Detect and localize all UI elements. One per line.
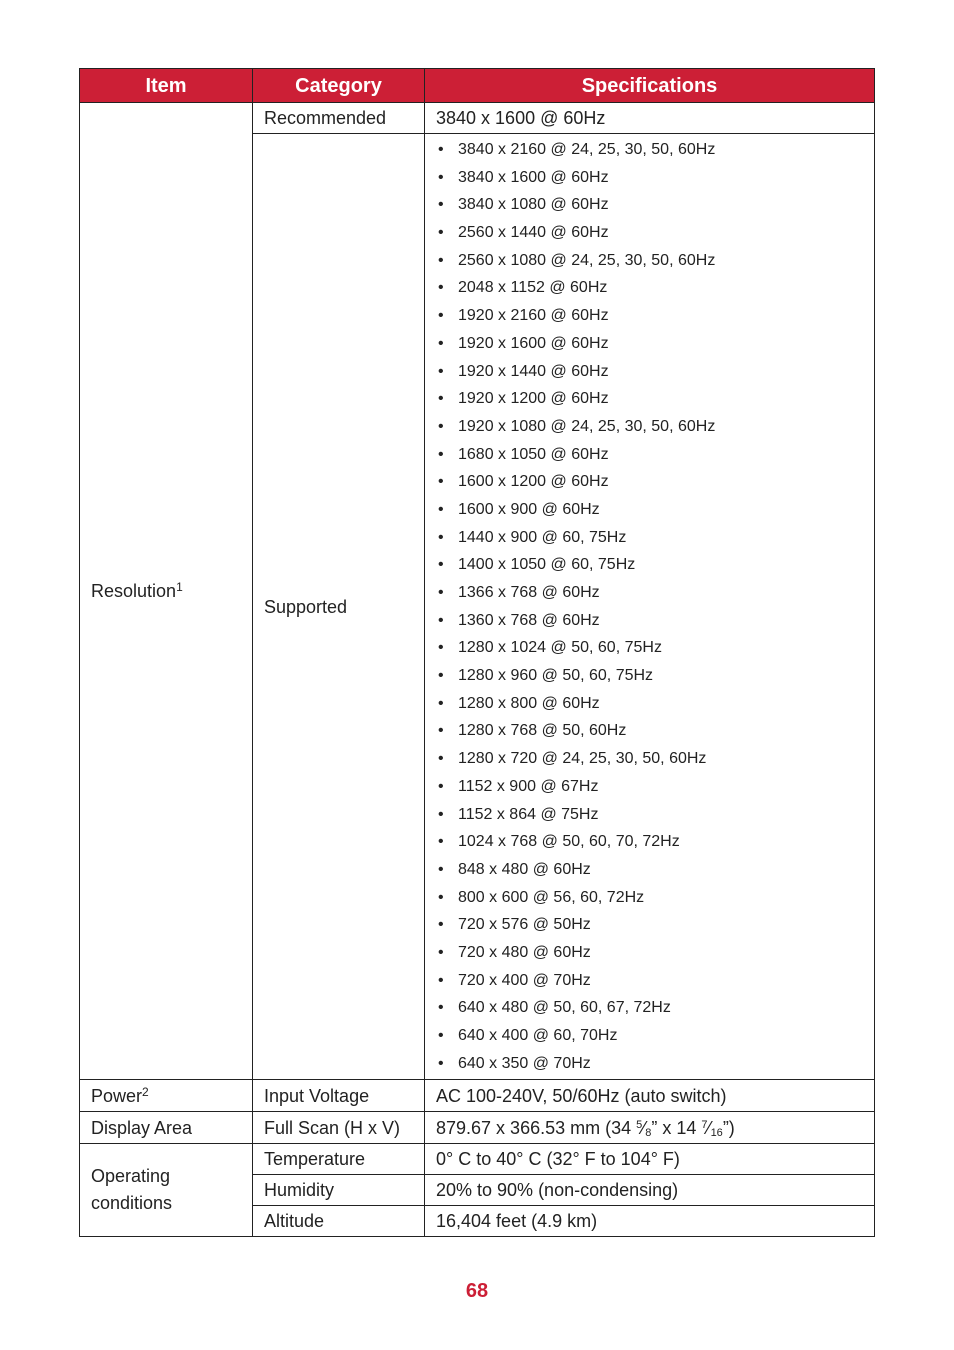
operating-conditions-item	[80, 1144, 253, 1237]
bullet-icon: •	[438, 1054, 444, 1072]
bullet-icon: •	[438, 334, 444, 352]
supported-resolution-item	[438, 939, 863, 967]
supported-resolution-item	[438, 801, 863, 829]
supported-resolution-item	[438, 441, 863, 469]
bullet-icon: •	[438, 750, 444, 768]
bullet-icon: •	[438, 860, 444, 878]
page-number: 68	[465, 1280, 489, 1302]
power-item-cell	[80, 1080, 253, 1112]
supported-resolution-text: 1152 x 864 @ 75Hz	[458, 805, 599, 823]
bullet-icon: •	[438, 722, 444, 740]
bullet-icon: •	[438, 307, 444, 325]
specifications-table	[79, 68, 875, 1237]
supported-resolution-text: 720 x 480 @ 60Hz	[458, 943, 591, 961]
supported-resolution-text: 1600 x 1200 @ 60Hz	[458, 473, 609, 491]
supported-resolution-item	[438, 773, 863, 801]
supported-resolution-item	[438, 191, 863, 219]
supported-resolution-item	[438, 468, 863, 496]
supported-resolution-text: 1024 x 768 @ 50, 60, 70, 72Hz	[458, 833, 680, 851]
display-area-value-suffix: ”)	[722, 1117, 735, 1138]
frac2-numerator: 7	[701, 1118, 708, 1131]
fraction-seven-sixteenths: $^7⁄_{16}$	[701, 1117, 723, 1139]
supported-resolution-item	[438, 1050, 863, 1078]
power-row	[80, 1080, 875, 1112]
resolution-recommended-row	[80, 103, 875, 134]
supported-resolution-item	[438, 164, 863, 192]
supported-resolution-item	[438, 496, 863, 524]
supported-resolution-item	[438, 662, 863, 690]
power-category: Input Voltage	[253, 1080, 425, 1112]
supported-resolution-item	[438, 551, 863, 579]
frac1-denominator: 8	[645, 1126, 652, 1139]
supported-list-cell	[425, 134, 875, 1080]
header-row	[80, 69, 875, 103]
supported-resolution-text: 1280 x 960 @ 50, 60, 75Hz	[458, 667, 654, 685]
bullet-icon: •	[438, 888, 444, 906]
supported-resolution-text: 1152 x 900 @ 67Hz	[458, 777, 599, 795]
supported-resolution-item	[438, 579, 863, 607]
bullet-icon: •	[438, 667, 444, 685]
header-item: Item	[80, 69, 253, 103]
bullet-icon: •	[438, 196, 444, 214]
supported-resolution-item	[438, 330, 863, 358]
temperature-row	[80, 1144, 875, 1175]
supported-resolution-item	[438, 884, 863, 912]
bullet-icon: •	[438, 279, 444, 297]
bullet-icon: •	[438, 473, 444, 491]
header-specifications: Specifications	[425, 69, 875, 103]
frac2-denominator: 16	[710, 1126, 723, 1139]
supported-resolution-text: 1400 x 1050 @ 60, 75Hz	[458, 556, 636, 574]
supported-resolution-item	[438, 994, 863, 1022]
supported-resolution-item	[438, 1022, 863, 1050]
supported-resolution-item	[438, 413, 863, 441]
power-item-label: Power	[91, 1085, 143, 1106]
supported-resolution-text: 1920 x 1200 @ 60Hz	[458, 390, 609, 408]
supported-resolution-item	[438, 634, 863, 662]
humidity-value: 20% to 90% (non-condensing)	[425, 1175, 875, 1206]
bullet-icon: •	[438, 445, 444, 463]
supported-resolution-text: 1920 x 1440 @ 60Hz	[458, 362, 609, 380]
supported-resolution-text: 2560 x 1440 @ 60Hz	[458, 224, 609, 242]
supported-resolution-text: 1360 x 768 @ 60Hz	[458, 611, 600, 629]
operating-item-line2: conditions	[91, 1193, 173, 1214]
resolution-footnote: 1	[176, 580, 183, 595]
bullet-icon: •	[438, 916, 444, 934]
supported-resolution-text: 1680 x 1050 @ 60Hz	[458, 445, 609, 463]
supported-resolution-item	[438, 911, 863, 939]
altitude-value: 16,404 feet (4.9 km)	[425, 1206, 875, 1237]
display-area-category: Full Scan (H x V)	[253, 1112, 425, 1144]
supported-label: Supported	[253, 134, 425, 1080]
supported-resolution-text: 2048 x 1152 @ 60Hz	[458, 279, 608, 297]
supported-resolution-item	[438, 358, 863, 386]
resolution-item-cell	[80, 103, 253, 1080]
supported-resolution-text: 1280 x 720 @ 24, 25, 30, 50, 60Hz	[458, 750, 707, 768]
supported-resolution-text: 1600 x 900 @ 60Hz	[458, 500, 600, 518]
supported-resolution-text: 1440 x 900 @ 60, 75Hz	[458, 528, 627, 546]
bullet-icon: •	[438, 639, 444, 657]
supported-resolution-text: 1920 x 1080 @ 24, 25, 30, 50, 60Hz	[458, 417, 716, 435]
supported-resolution-text: 640 x 400 @ 60, 70Hz	[458, 1027, 618, 1044]
bullet-icon: •	[438, 390, 444, 408]
display-area-value-prefix: 879.67 x 366.53 mm (34	[436, 1117, 637, 1138]
bullet-icon: •	[438, 417, 444, 435]
bullet-icon: •	[438, 168, 444, 186]
supported-resolution-item	[438, 385, 863, 413]
supported-resolution-item	[438, 690, 863, 718]
supported-resolution-text: 1920 x 1600 @ 60Hz	[458, 334, 609, 352]
supported-resolution-text: 1280 x 800 @ 60Hz	[458, 694, 600, 712]
supported-resolution-item	[438, 247, 863, 275]
power-value: AC 100-240V, 50/60Hz (auto switch)	[425, 1080, 875, 1112]
supported-resolution-text: 800 x 600 @ 56, 60, 72Hz	[458, 888, 645, 906]
frac1-numerator: 5	[636, 1118, 643, 1131]
bullet-icon: •	[438, 833, 444, 851]
humidity-label: Humidity	[253, 1175, 425, 1206]
bullet-icon: •	[438, 694, 444, 712]
supported-resolution-list	[436, 134, 863, 1079]
supported-resolution-text: 3840 x 1080 @ 60Hz	[458, 196, 609, 214]
recommended-label: Recommended	[253, 103, 425, 134]
fraction-five-eighths: $^5⁄_8$	[636, 1117, 652, 1139]
bullet-icon: •	[438, 141, 444, 158]
power-footnote: 2	[142, 1084, 149, 1099]
supported-resolution-text: 720 x 400 @ 70Hz	[458, 971, 591, 989]
bullet-icon: •	[438, 971, 444, 989]
temperature-value: 0° C to 40° C (32° F to 104° F)	[425, 1144, 875, 1175]
supported-resolution-text: 640 x 350 @ 70Hz	[458, 1054, 591, 1072]
supported-resolution-item	[438, 219, 863, 247]
bullet-icon: •	[438, 777, 444, 795]
recommended-value: 3840 x 1600 @ 60Hz	[425, 103, 875, 134]
supported-resolution-item	[438, 745, 863, 773]
bullet-icon: •	[438, 556, 444, 574]
supported-resolution-text: 1366 x 768 @ 60Hz	[458, 584, 600, 601]
display-area-row	[80, 1112, 875, 1144]
resolution-item-label: Resolution	[91, 581, 177, 602]
bullet-icon: •	[438, 584, 444, 601]
bullet-icon: •	[438, 224, 444, 242]
supported-resolution-item	[438, 607, 863, 635]
bullet-icon: •	[438, 943, 444, 961]
supported-resolution-text: 640 x 480 @ 50, 60, 67, 72Hz	[458, 999, 671, 1017]
bullet-icon: •	[438, 500, 444, 518]
header-category: Category	[253, 69, 425, 103]
supported-resolution-item	[438, 717, 863, 745]
supported-resolution-item	[438, 136, 863, 164]
operating-item-line1: Operating	[91, 1166, 171, 1187]
bullet-icon: •	[438, 805, 444, 823]
supported-resolution-item	[438, 302, 863, 330]
display-area-item: Display Area	[80, 1112, 253, 1144]
altitude-label: Altitude	[253, 1206, 425, 1237]
supported-resolution-item	[438, 856, 863, 884]
bullet-icon: •	[438, 999, 444, 1017]
supported-resolution-item	[438, 274, 863, 302]
supported-resolution-text: 1280 x 768 @ 50, 60Hz	[458, 722, 627, 740]
supported-resolution-text: 848 x 480 @ 60Hz	[458, 860, 591, 878]
bullet-icon: •	[438, 1027, 444, 1044]
temperature-label: Temperature	[253, 1144, 425, 1175]
supported-resolution-item	[438, 967, 863, 995]
supported-resolution-text: 3840 x 1600 @ 60Hz	[458, 168, 609, 186]
supported-resolution-text: 1280 x 1024 @ 50, 60, 75Hz	[458, 639, 662, 657]
bullet-icon: •	[438, 528, 444, 546]
display-area-value-middle: ” x 14	[651, 1117, 702, 1138]
supported-resolution-item	[438, 828, 863, 856]
bullet-icon: •	[438, 362, 444, 380]
bullet-icon: •	[438, 251, 444, 269]
display-area-value	[425, 1112, 875, 1144]
supported-resolution-text: 1920 x 2160 @ 60Hz	[458, 307, 609, 325]
supported-resolution-item	[438, 524, 863, 552]
supported-resolution-text: 2560 x 1080 @ 24, 25, 30, 50, 60Hz	[458, 251, 716, 269]
bullet-icon: •	[438, 611, 444, 629]
supported-resolution-text: 3840 x 2160 @ 24, 25, 30, 50, 60Hz	[458, 141, 716, 158]
supported-resolution-text: 720 x 576 @ 50Hz	[458, 916, 591, 934]
